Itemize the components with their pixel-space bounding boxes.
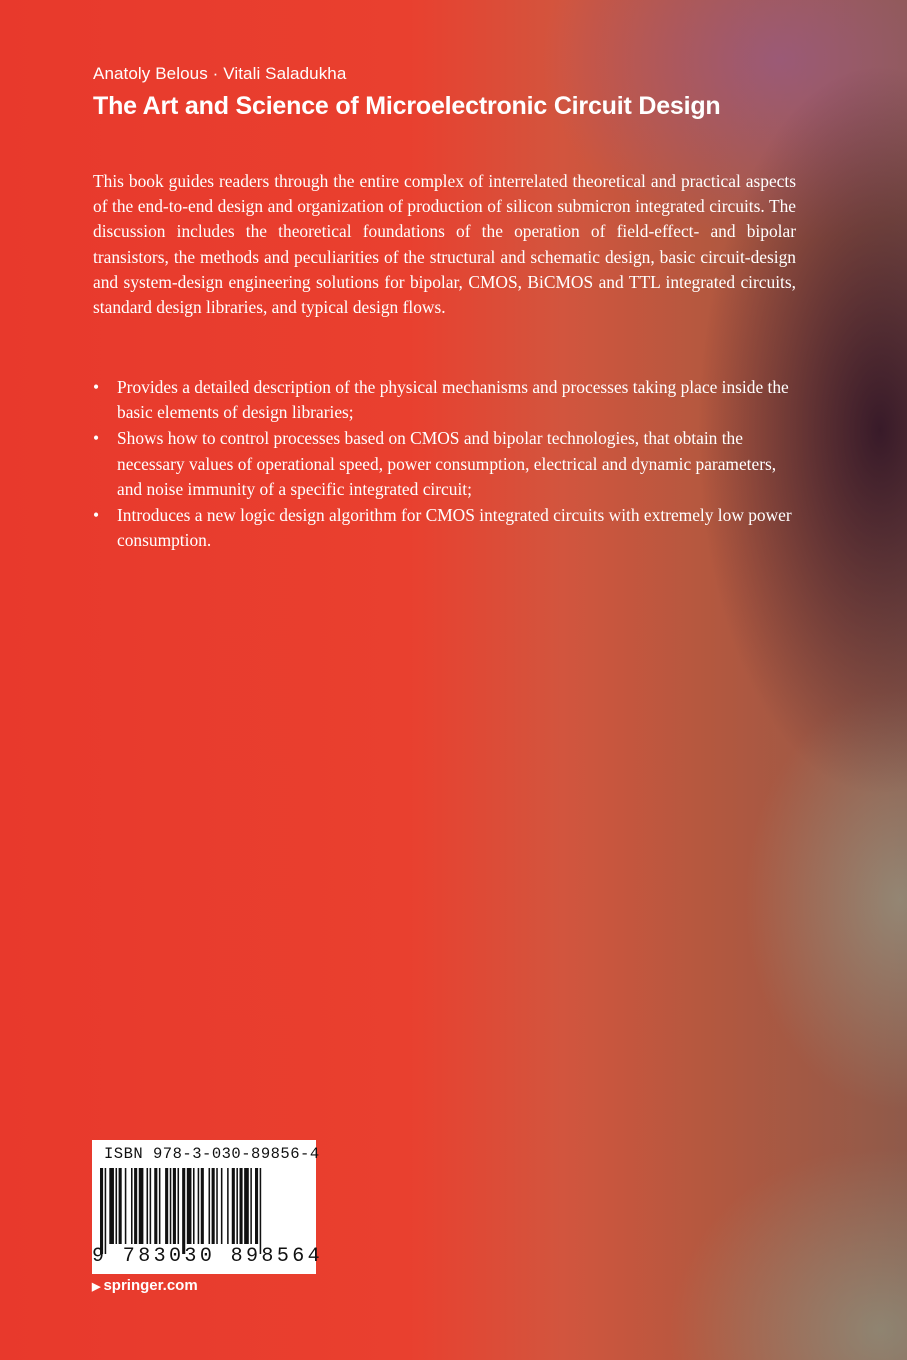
barcode-bar <box>178 1168 180 1244</box>
barcode-bar <box>187 1168 192 1244</box>
publisher-url: springer.com <box>103 1277 198 1294</box>
barcode-bar <box>250 1168 252 1244</box>
barcode-bar <box>125 1168 127 1244</box>
bullet-icon: • <box>93 505 100 526</box>
barcode-bar <box>221 1168 223 1244</box>
barcode-bar <box>139 1168 144 1244</box>
barcode-bar <box>255 1168 258 1244</box>
barcode-bar <box>109 1168 114 1244</box>
barcode-bar <box>240 1168 243 1244</box>
feature-list <box>93 375 796 554</box>
barcode-bar <box>105 1168 107 1254</box>
list-item-text: Shows how to control processes based on CMOS and bipolar technologies, that obtain the necessary values of operational speed, power consumption, electrical and dynamic parameters, and noise immunity of a specific integrated circuit; <box>117 428 777 499</box>
barcode-bar <box>170 1168 172 1244</box>
barcode-bar <box>134 1168 137 1244</box>
barcode-bar <box>260 1168 262 1254</box>
barcode-bar <box>100 1168 103 1254</box>
bullet-icon: • <box>93 428 100 449</box>
arrow-right-icon: ▶ <box>92 1281 101 1293</box>
barcode-bar <box>244 1168 249 1244</box>
publisher-link[interactable] <box>92 1277 198 1294</box>
barcode-bar <box>165 1168 168 1244</box>
barcode-bar <box>227 1168 229 1244</box>
barcode-bar <box>201 1168 204 1244</box>
book-title: The Art and Science of Microelectronic Circuit Design <box>93 92 721 120</box>
barcode-bar <box>216 1168 218 1244</box>
barcode-bar <box>131 1168 133 1244</box>
isbn-barcode <box>92 1140 324 1274</box>
barcode-bar <box>116 1168 118 1244</box>
barcode-bar <box>147 1168 149 1244</box>
authors: Anatoly Belous · Vitali Saladukha <box>93 64 347 83</box>
barcode-bar <box>173 1168 176 1244</box>
barcode-bar <box>119 1168 122 1244</box>
barcode-bar <box>150 1168 152 1244</box>
barcode-bar <box>159 1168 161 1244</box>
barcode-bar <box>209 1168 211 1244</box>
barcode-bar <box>212 1168 215 1244</box>
barcode-bar <box>198 1168 200 1244</box>
barcode-bar <box>236 1168 238 1244</box>
barcode-bar <box>154 1168 157 1244</box>
list-item <box>93 375 796 425</box>
barcode-bar <box>193 1168 195 1244</box>
list-item-text: Provides a detailed description of the physical mechanisms and processes taking place inside the basic elements of design libraries; <box>117 377 789 423</box>
list-item-text: Introduces a new logic design algorithm for CMOS integrated circuits with extremely low power consumption. <box>117 505 792 551</box>
isbn-label: ISBN 978-3-030-89856-4 <box>104 1145 320 1163</box>
list-item <box>93 426 796 502</box>
book-description: This book guides readers through the entire complex of interrelated theoretical and practical aspects of the end-to-end design and organization of production of silicon submicron integrated circuits. The discussion includes the theoretical foundations of the operation of field-effect- and bipolar transistors, the methods and peculiarities of the structural and schematic design, basic circuit-design and system-design engineering solutions for bipolar, CMOS, BiCMOS and TTL integrated circuits, standard design libraries, and typical design flows. <box>93 171 796 318</box>
barcode-icon <box>100 1168 310 1254</box>
list-item <box>93 503 796 553</box>
barcode-bar <box>182 1168 185 1254</box>
isbn-digits: 9 783030 898564 <box>92 1245 324 1268</box>
barcode-bar <box>232 1168 235 1244</box>
bullet-icon: • <box>93 377 100 397</box>
